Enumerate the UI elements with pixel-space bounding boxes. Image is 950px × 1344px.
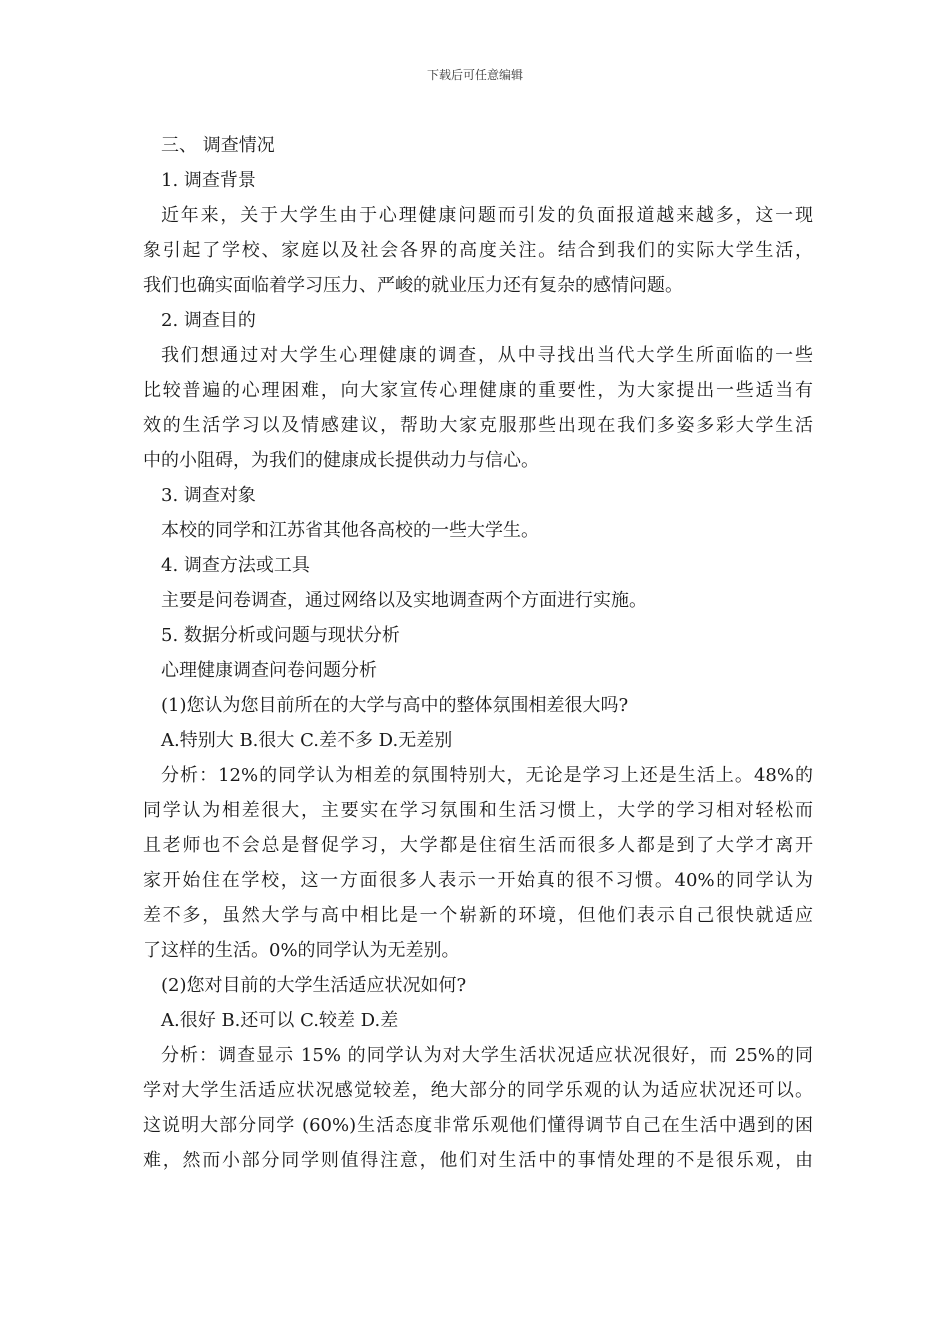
text-line: 5. 数据分析或问题与现状分析 [161, 625, 400, 646]
text-line: 分析：12%的同学认为相差的氛围特别大，无论是学习上还是生活上。48%的 [161, 765, 813, 786]
text-line: 效的生活学习以及情感建议，帮助大家克服那些出现在我们多姿多彩大学生活 [143, 415, 813, 436]
text-line: 2. 调查目的 [161, 310, 256, 331]
text-line: 这说明大部分同学 (60%)生活态度非常乐观他们懂得调节自己在生活中遇到的困 [143, 1115, 813, 1136]
text-line: (1)您认为您目前所在的大学与高中的整体氛围相差很大吗? [161, 695, 629, 716]
text-line: 且老师也不会总是督促学习，大学都是住宿生活而很多人都是到了大学才离开 [143, 835, 813, 856]
text-line: 3. 调查对象 [161, 485, 256, 506]
text-line: 同学认为相差很大，主要实在学习氛围和生活习惯上，大学的学习相对轻松而 [143, 800, 813, 821]
text-line: 象引起了学校、家庭以及社会各界的高度关注。结合到我们的实际大学生活， [143, 240, 813, 261]
text-line: 1. 调查背景 [161, 170, 256, 191]
text-line: A.很好 B.还可以 C.较差 D.差 [161, 1010, 399, 1031]
page-header: 下载后可任意编辑 [426, 68, 523, 82]
text-line: 难，然而小部分同学则值得注意，他们对生活中的事情处理的不是很乐观，由 [143, 1150, 813, 1171]
text-line: 近年来，关于大学生由于心理健康问题而引发的负面报道越来越多，这一现 [161, 205, 813, 226]
text-line: 比较普遍的心理困难，向大家宣传心理健康的重要性，为大家提出一些适当有 [143, 380, 813, 401]
text-line: 中的小阻碍，为我们的健康成长提供动力与信心。 [143, 450, 539, 471]
text-line: 我们也确实面临着学习压力、严峻的就业压力还有复杂的感情问题。 [143, 275, 683, 296]
text-line: A.特别大 B.很大 C.差不多 D.无差别 [161, 730, 453, 751]
text-line: 差不多，虽然大学与高中相比是一个崭新的环境，但他们表示自己很快就适应 [143, 905, 813, 926]
text-line: 4. 调查方法或工具 [161, 555, 310, 576]
text-line: 我们想通过对大学生心理健康的调查，从中寻找出当代大学生所面临的一些 [161, 345, 813, 366]
text-line: 本校的同学和江苏省其他各高校的一些大学生。 [161, 520, 539, 541]
document-body [143, 128, 813, 1178]
text-line: 三、 调查情况 [161, 135, 275, 156]
text-line: 了这样的生活。0%的同学认为无差别。 [143, 940, 460, 961]
text-line: 分析：调查显示 15% 的同学认为对大学生活状况适应状况很好，而 25%的同 [161, 1045, 813, 1066]
text-line: 心理健康调查问卷问题分析 [161, 660, 377, 681]
text-line: 家开始住在学校，这一方面很多人表示一开始真的很不习惯。40%的同学认为 [143, 870, 813, 891]
text-line: 学对大学生活适应状况感觉较差，绝大部分的同学乐观的认为适应状况还可以。 [143, 1080, 813, 1101]
text-line: (2)您对目前的大学生活适应状况如何? [161, 975, 467, 996]
text-line: 主要是问卷调查，通过网络以及实地调查两个方面进行实施。 [161, 590, 647, 611]
